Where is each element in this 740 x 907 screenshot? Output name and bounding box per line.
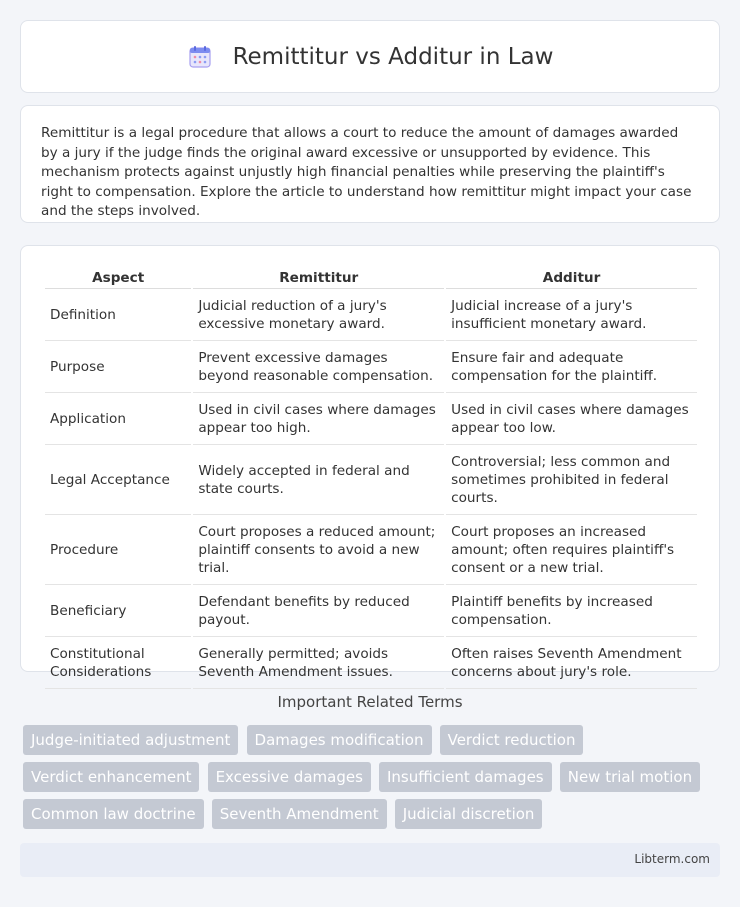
remittitur-cell: Used in civil cases where damages appear too high. xyxy=(193,394,444,445)
related-term-tag[interactable]: New trial motion xyxy=(560,762,700,792)
additur-cell: Court proposes an increased amount; often requires plaintiff's consent or a new trial. xyxy=(446,516,697,585)
additur-cell: Used in civil cases where damages appear too low. xyxy=(446,394,697,445)
header-aspect: Aspect xyxy=(45,264,191,289)
footer xyxy=(20,843,720,877)
related-term-tag[interactable]: Common law doctrine xyxy=(23,799,204,829)
table-row xyxy=(45,394,697,445)
remittitur-cell: Court proposes a reduced amount; plaintiff consents to avoid a new trial. xyxy=(193,516,444,585)
aspect-cell: Procedure xyxy=(45,516,191,585)
additur-cell: Ensure fair and adequate compensation for the plaintiff. xyxy=(446,342,697,393)
comparison-table xyxy=(43,263,699,690)
remittitur-cell: Defendant benefits by reduced payout. xyxy=(193,586,444,637)
intro-card xyxy=(20,105,720,223)
additur-cell: Judicial increase of a jury's insufficient monetary award. xyxy=(446,290,697,341)
related-term-tag[interactable]: Verdict enhancement xyxy=(23,762,199,792)
related-term-tag[interactable]: Excessive damages xyxy=(208,762,371,792)
table-row xyxy=(45,516,697,585)
table-row xyxy=(45,638,697,689)
aspect-cell: Legal Acceptance xyxy=(45,446,191,515)
header-remittitur: Remittitur xyxy=(193,264,444,289)
page-title: Remittitur vs Additur in Law xyxy=(232,43,554,70)
comparison-card xyxy=(20,245,720,680)
table-row xyxy=(45,290,697,341)
related-term-tag[interactable]: Judge-initiated adjustment xyxy=(23,725,238,755)
table-row xyxy=(45,586,697,637)
additur-cell: Plaintiff benefits by increased compensation. xyxy=(446,586,697,637)
aspect-cell: Definition xyxy=(45,290,191,341)
related-term-tag[interactable]: Insufficient damages xyxy=(379,762,552,792)
aspect-cell: Application xyxy=(45,394,191,445)
remittitur-cell: Judicial reduction of a jury's excessive monetary award. xyxy=(193,290,444,341)
related-terms-title: Important Related Terms xyxy=(277,693,463,711)
additur-cell: Often raises Seventh Amendment concerns about jury's role. xyxy=(446,638,697,689)
intro-text: Remittitur is a legal procedure that allows a court to reduce the amount of damages awarded by a jury if the judge finds the original award excessive or unsupported by evidence. This mechanism protects against unjustly high financial penalties while preserving the plaintiff's right to compensation. Explore the article to understand how remittitur might impact your case and the steps involved. xyxy=(41,125,692,219)
related-term-tag[interactable]: Judicial discretion xyxy=(395,799,543,829)
header-additur: Additur xyxy=(446,264,697,289)
remittitur-cell: Generally permitted; avoids Seventh Amendment issues. xyxy=(193,638,444,689)
header-card xyxy=(20,20,720,93)
related-term-tag[interactable]: Verdict reduction xyxy=(440,725,584,755)
calendar-icon xyxy=(187,44,213,70)
table-row xyxy=(45,446,697,515)
related-terms-list xyxy=(23,725,713,836)
related-term-tag[interactable]: Damages modification xyxy=(247,725,432,755)
remittitur-cell: Widely accepted in federal and state courts. xyxy=(193,446,444,515)
additur-cell: Controversial; less common and sometimes prohibited in federal courts. xyxy=(446,446,697,515)
remittitur-cell: Prevent excessive damages beyond reasonable compensation. xyxy=(193,342,444,393)
aspect-cell: Beneficiary xyxy=(45,586,191,637)
aspect-cell: Purpose xyxy=(45,342,191,393)
table-header-row xyxy=(45,264,697,289)
footer-site-link[interactable]: Libterm.com xyxy=(634,852,710,866)
aspect-cell: Constitutional Considerations xyxy=(45,638,191,689)
table-row xyxy=(45,342,697,393)
related-term-tag[interactable]: Seventh Amendment xyxy=(212,799,387,829)
